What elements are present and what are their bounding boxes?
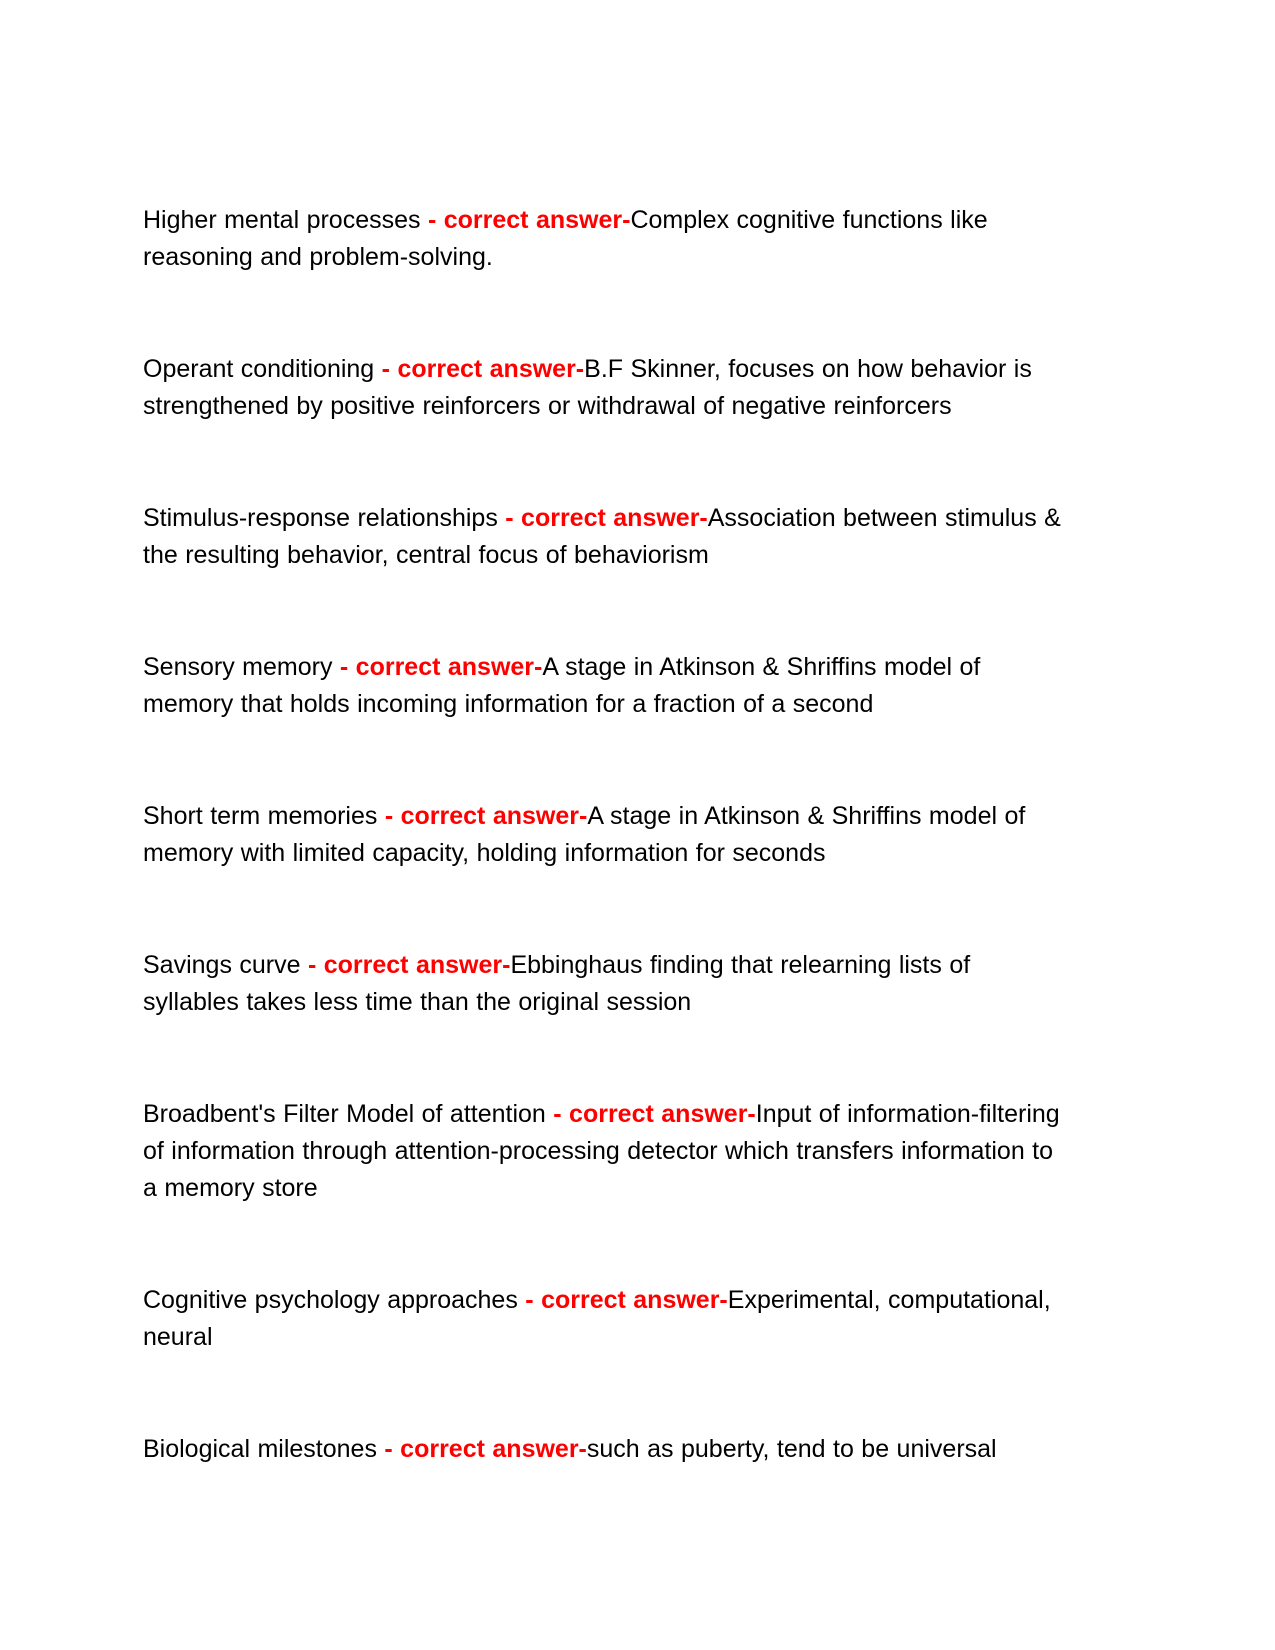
definition-text: Experimental, computational, neural bbox=[143, 1286, 1051, 1351]
term-text: Biological milestones bbox=[143, 1435, 385, 1463]
term-text: Savings curve bbox=[143, 951, 308, 979]
flashcard-entry bbox=[143, 500, 1073, 574]
correct-answer-marker: - correct answer- bbox=[553, 1100, 756, 1128]
flashcard-entry bbox=[143, 649, 1073, 723]
flashcard-entry bbox=[143, 1431, 1073, 1468]
term-text: Broadbent's Filter Model of attention bbox=[143, 1100, 554, 1128]
definition-text: Complex cognitive functions like reasoning and problem-solving. bbox=[143, 206, 988, 271]
flashcard-entry bbox=[143, 798, 1073, 872]
correct-answer-marker: - correct answer- bbox=[384, 1435, 587, 1463]
correct-answer-marker: - correct answer- bbox=[307, 951, 511, 979]
correct-answer-marker: - correct answer- bbox=[381, 355, 585, 383]
term-text: Sensory memory bbox=[143, 653, 340, 681]
flashcard-entry bbox=[143, 351, 1073, 425]
flashcards-list bbox=[143, 202, 1073, 1468]
correct-answer-marker: - correct answer- bbox=[525, 1286, 728, 1314]
definition-text: B.F Skinner, focuses on how behavior is strengthened by positive reinforcers or withdrawal of negative reinforcers bbox=[143, 355, 1032, 420]
definition-text: A stage in Atkinson & Shriffins model of memory that holds incoming information for a fraction of a second bbox=[143, 653, 981, 718]
definition-text: Association between stimulus & the resulting behavior, central focus of behaviorism bbox=[143, 504, 1061, 569]
correct-answer-marker: - correct answer- bbox=[505, 504, 708, 532]
term-text: Short term memories bbox=[143, 802, 385, 830]
term-text: Higher mental processes bbox=[143, 206, 428, 234]
definition-text: Input of information-filtering of information through attention-processing detector which transfers information to a memory store bbox=[143, 1100, 1060, 1202]
correct-answer-marker: - correct answer- bbox=[339, 653, 543, 681]
correct-answer-marker: - correct answer- bbox=[384, 802, 588, 830]
term-text: Operant conditioning bbox=[143, 355, 382, 383]
definition-text: Ebbinghaus finding that relearning lists of syllables takes less time than the original session bbox=[143, 951, 971, 1016]
correct-answer-marker: - correct answer- bbox=[427, 206, 631, 234]
term-text: Stimulus-response relationships bbox=[143, 504, 506, 532]
flashcard-entry bbox=[143, 1282, 1073, 1356]
definition-text: such as puberty, tend to be universal bbox=[586, 1435, 997, 1463]
definition-text: A stage in Atkinson & Shriffins model of memory with limited capacity, holding information for seconds bbox=[143, 802, 1026, 867]
flashcard-entry bbox=[143, 202, 1073, 276]
flashcard-entry bbox=[143, 947, 1073, 1021]
flashcard-entry bbox=[143, 1096, 1073, 1207]
term-text: Cognitive psychology approaches bbox=[143, 1286, 526, 1314]
